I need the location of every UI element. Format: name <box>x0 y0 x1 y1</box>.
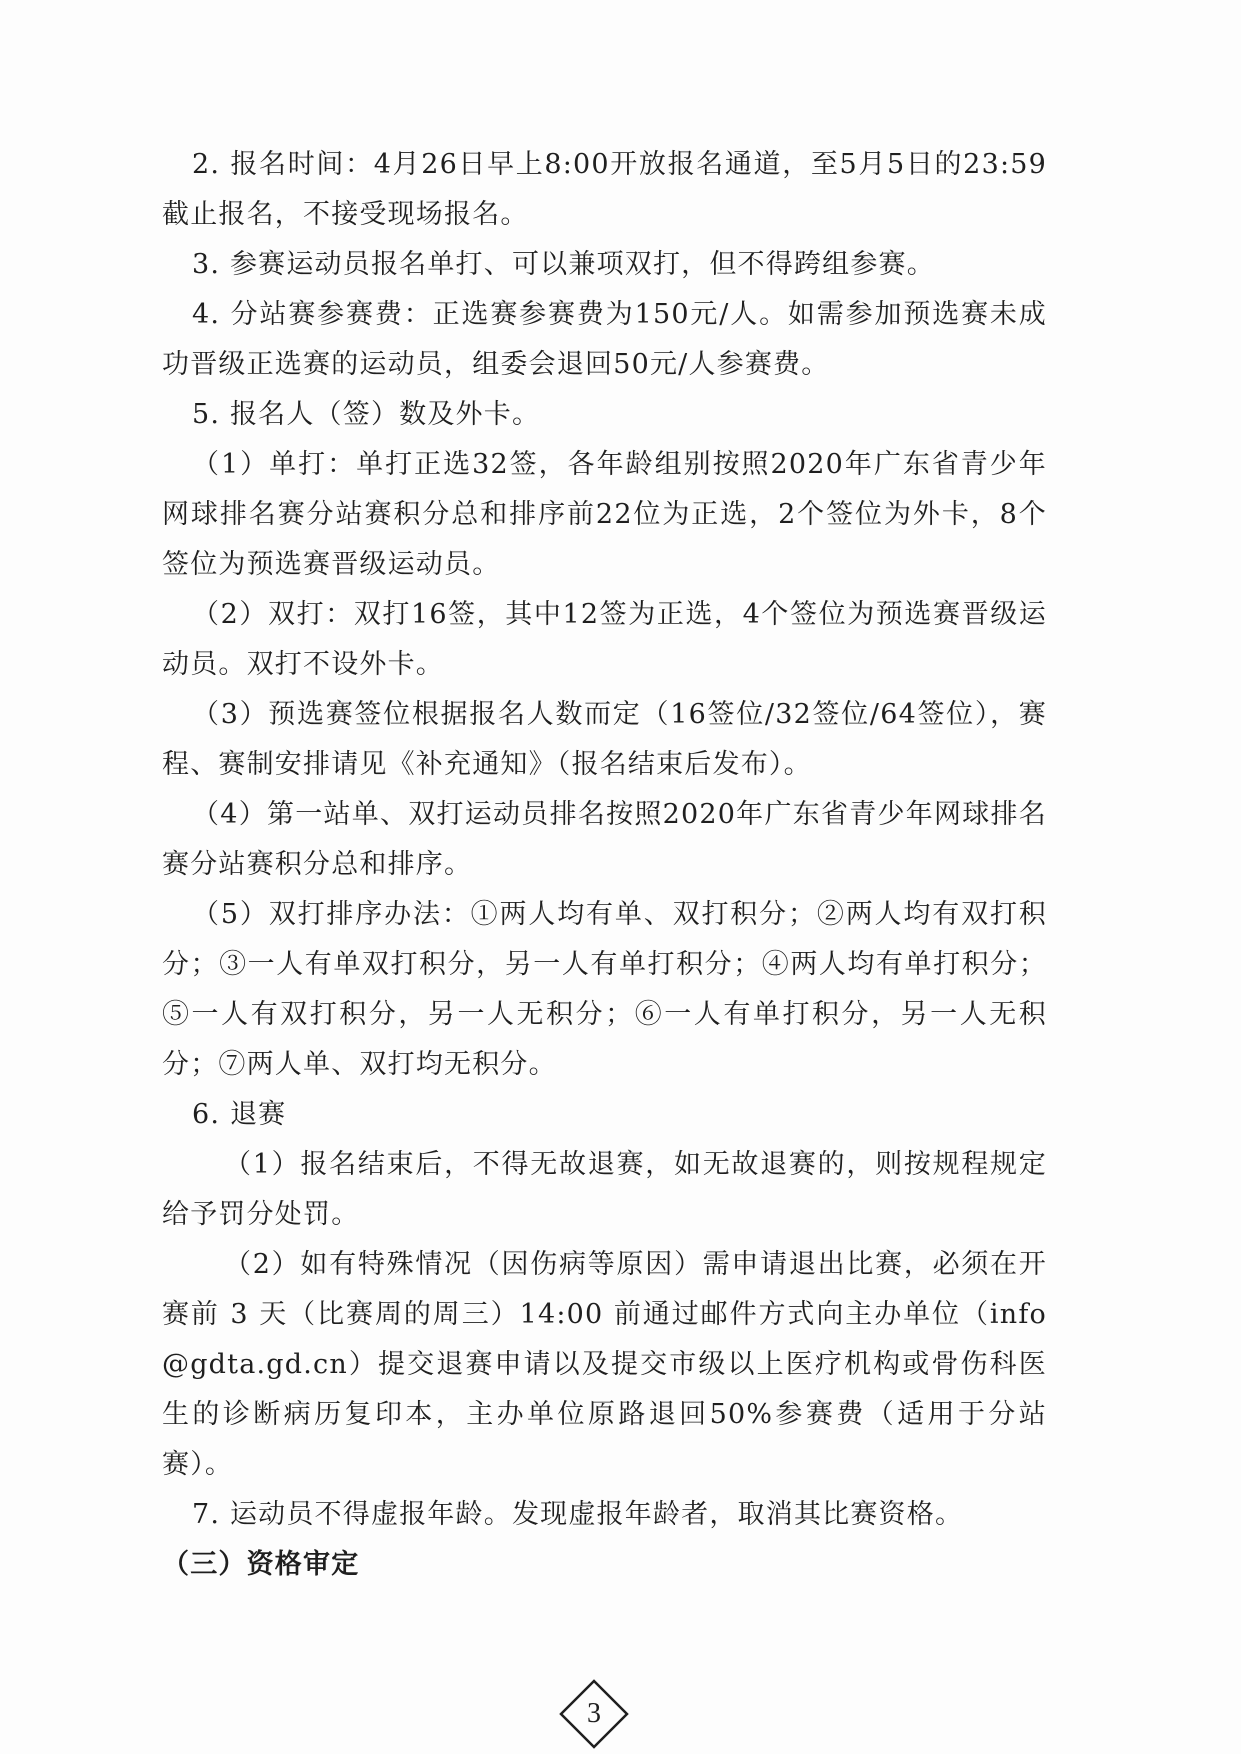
paragraph-entry-fee: 4. 分站赛参赛费：正选赛参赛费为150元/人。如需参加预选赛未成功晋级正选赛的运动员，组委会退回50元/人参赛费。 <box>162 299 1047 380</box>
page-number: 3 <box>587 1698 601 1729</box>
paragraph-doubles-seeding: （5）双打排序办法：①两人均有单、双打积分；②两人均有双打积分；③一人有单双打积分，另一人有单打积分；④两人均有单打积分；⑤一人有双打积分，另一人无积分；⑥一人有单打积分，另一人无积分；⑦两人单、双打均无积分。 <box>162 899 1047 1080</box>
paragraph-entry-rule: 3. 参赛运动员报名单打、可以兼项双打，但不得跨组参赛。 <box>192 249 935 280</box>
paragraph-withdrawal-penalty: （1）报名结束后，不得无故退赛，如无故退赛的，则按规程规定给予罚分处罚。 <box>162 1149 1047 1230</box>
paragraph-qualifying: （3）预选赛签位根据报名人数而定（16签位/32签位/64签位），赛程、赛制安排请见《补充通知》（报名结束后发布）。 <box>162 699 1047 780</box>
paragraph-doubles: （2）双打：双打16签，其中12签为正选，4个签位为预选赛晋级运动员。双打不设外卡。 <box>162 599 1047 680</box>
paragraph-withdrawal-special: （2）如有特殊情况（因伤病等原因）需申请退出比赛，必须在开赛前 3 天（比赛周的周三）14:00 前通过邮件方式向主办单位（info@gdta.gd.cn）提交退赛申请以及提交市级以上医疗机构或骨伤科医生的诊断病历复印本，主办单位原路退回50%参赛费（适用于分站赛）。 <box>162 1249 1047 1480</box>
paragraph-withdrawal-title: 6. 退赛 <box>192 1099 287 1130</box>
paragraph-age-rule: 7. 运动员不得虚报年龄。发现虚报年龄者，取消其比赛资格。 <box>192 1499 964 1530</box>
page-number-badge <box>558 1678 630 1750</box>
paragraph-registration-time: 2. 报名时间：4月26日早上8:00开放报名通道，至5月5日的23:59截止报名，不接受现场报名。 <box>162 149 1047 230</box>
section-heading-eligibility: （三）资格审定 <box>162 1549 360 1580</box>
paragraph-draw-size: 5. 报名人（签）数及外卡。 <box>192 399 541 430</box>
paragraph-first-stage-ranking: （4）第一站单、双打运动员排名按照2020年广东省青少年网球排名赛分站赛积分总和排序。 <box>162 799 1047 880</box>
document-body <box>162 140 1047 1590</box>
paragraph-singles: （1）单打：单打正选32签，各年龄组别按照2020年广东省青少年网球排名赛分站赛积分总和排序前22位为正选，2个签位为外卡，8个签位为预选赛晋级运动员。 <box>162 449 1047 580</box>
